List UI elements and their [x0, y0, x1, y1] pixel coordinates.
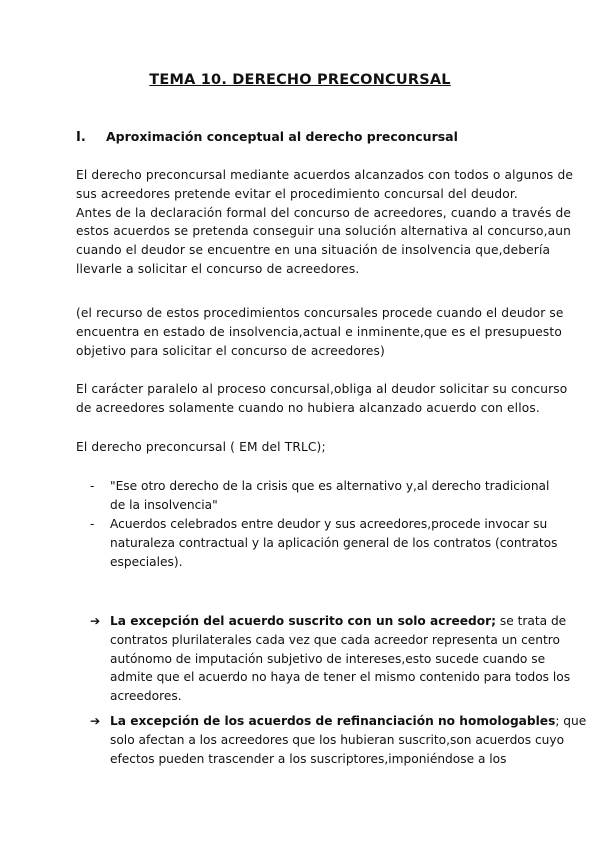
paragraph-line: El derecho preconcursal mediante acuerdos alcanzados con todos o algunos de [76, 168, 573, 182]
paragraph-line: El derecho preconcursal ( EM del TRLC); [76, 440, 326, 454]
dash-marker: - [90, 479, 95, 493]
paragraph-em-trlc [76, 438, 526, 457]
arrow-right-icon: ➔ [90, 714, 101, 728]
arrow-right-icon: ➔ [90, 614, 101, 628]
paragraph-line: llevarle a solicitar el concurso de acreedores. [76, 261, 360, 276]
arrow-item-line: autónomo de imputación subjetivo de intereses,esto sucede cuando se [110, 651, 546, 666]
arrow-item-lead: La excepción de los acuerdos de refinanciación no homologables [110, 714, 556, 728]
section-number: I. [76, 130, 86, 145]
paragraph-line: estos acuerdos se pretenda conseguir una solución alternativa al concurso,aun [76, 224, 572, 239]
page-title: TEMA 10. DERECHO PRECONCURSAL [149, 72, 451, 88]
arrow-item-line: admite que el acuerdo no haya de tener el mismo contenido para todos los [110, 670, 571, 685]
paragraph-line: Antes de la declaración formal del concurso de acreedores, cuando a través de [76, 205, 571, 220]
dash-item-line: de la insolvencia" [110, 497, 218, 512]
paragraph-line: de acreedores solamente cuando no hubiera alcanzado acuerdo con ellos. [76, 400, 540, 415]
paragraph-intro [76, 166, 573, 279]
paragraph-line: (el recurso de estos procedimientos concursales procede cuando el deudor se [76, 306, 564, 320]
arrow-item-line: solo afectan a los acreedores que los hubieran suscrito,son acuerdos cuyo [110, 732, 565, 747]
arrow-item-rest: se trata de [495, 614, 567, 628]
arrow-item-line: acreedores. [110, 689, 182, 704]
paragraph-note [76, 304, 564, 360]
paragraph-line: sus acreedores pretende evitar el procedimiento concursal del deudor. [76, 186, 518, 201]
paragraph-line: objetivo para solicitar el concurso de acreedores) [76, 343, 385, 358]
arrow-item-lead: La excepción del acuerdo suscrito con un solo acreedor; [110, 614, 496, 628]
section-heading-text: Aproximación conceptual al derecho preconcursal [106, 129, 458, 144]
paragraph-line: El carácter paralelo al proceso concursal,obliga al deudor solicitar su concurso [76, 382, 568, 396]
dash-marker: - [90, 517, 95, 531]
arrow-item-first-line [110, 712, 586, 731]
dash-item-line: especiales). [110, 554, 183, 569]
paragraph-line: encuentra en estado de insolvencia,actual e inminente,que es el presupuesto [76, 324, 562, 339]
arrow-item-line: efectos pueden trascender a los suscriptores,imponiéndose a los [110, 751, 507, 766]
dash-item-line: naturaleza contractual y la aplicación general de los contratos (contratos [110, 535, 558, 550]
dash-item-line: "Ese otro derecho de la crisis que es alternativo y,al derecho tradicional [110, 479, 550, 493]
paragraph-parallel [76, 380, 568, 418]
paragraph-line: cuando el deudor se encuentre en una situación de insolvencia que,debería [76, 243, 551, 258]
arrow-item-rest: ; que [555, 714, 587, 728]
arrow-item-first-line [110, 612, 566, 631]
dash-item-line: Acuerdos celebrados entre deudor y sus acreedores,procede invocar su [110, 517, 548, 531]
section-heading [76, 129, 458, 145]
arrow-item-line: contratos plurilaterales cada vez que cada acreedor representa un centro [110, 632, 560, 647]
